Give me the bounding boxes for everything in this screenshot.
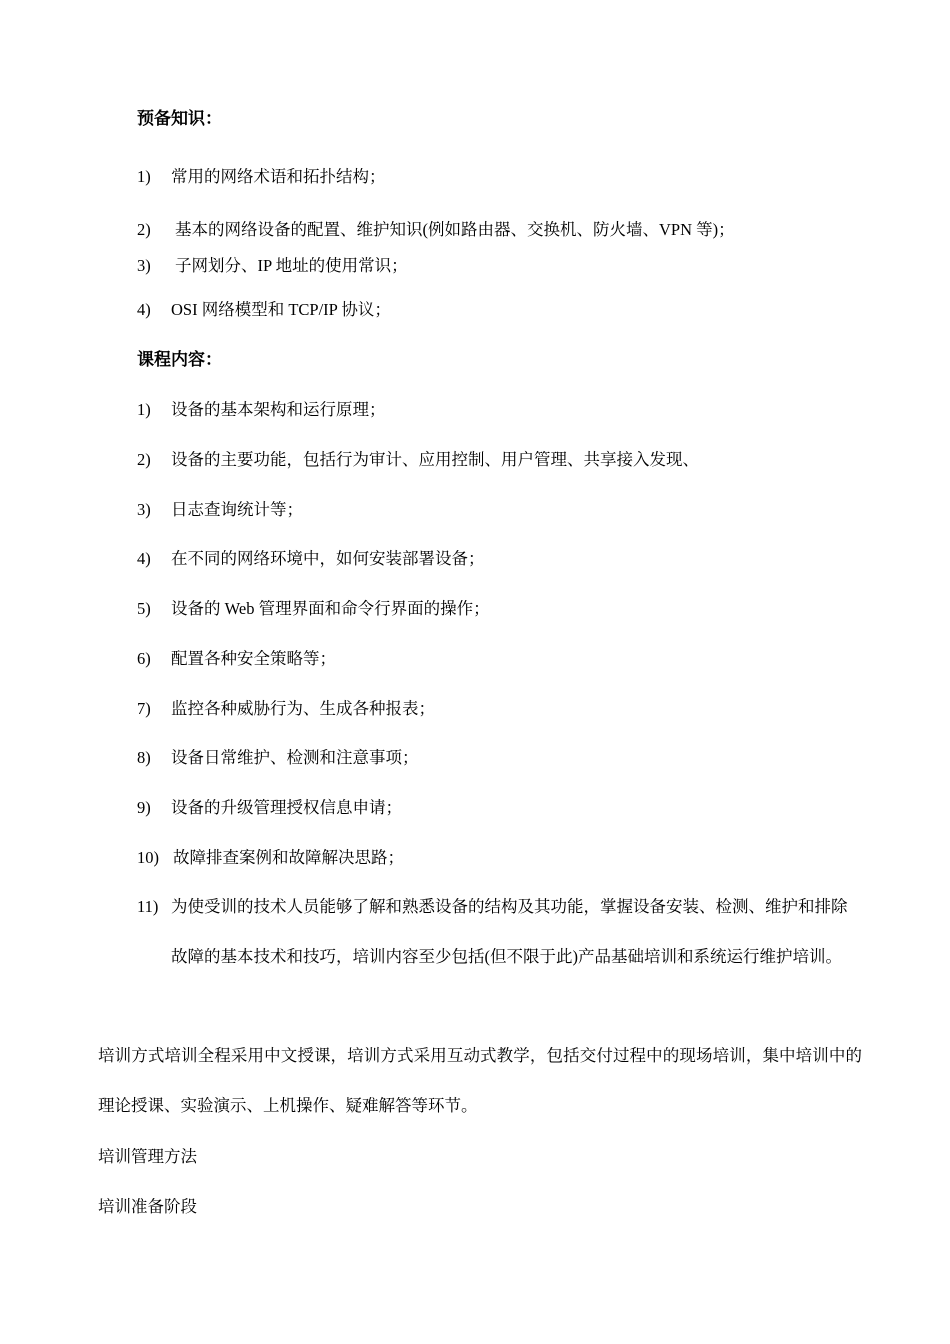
course-item bbox=[137, 747, 419, 769]
course-item bbox=[137, 797, 402, 819]
list-text: 设备的 Web 管理界面和命令行界面的操作； bbox=[171, 599, 490, 618]
list-text: 设备的主要功能，包括行为审计、应用控制、用户管理、共享接入发现、 bbox=[171, 450, 699, 469]
list-text: 设备的升级管理授权信息申请； bbox=[171, 798, 402, 817]
list-number: 3) bbox=[137, 256, 151, 275]
list-number: 4) bbox=[137, 549, 151, 568]
course-item bbox=[137, 499, 303, 521]
course-item bbox=[137, 882, 862, 982]
list-number: 7) bbox=[137, 699, 151, 718]
list-number: 5) bbox=[137, 599, 151, 618]
list-text: 常用的网络术语和拓扑结构； bbox=[171, 167, 386, 186]
list-text: 基本的网络设备的配置、维护知识(例如路由器、交换机、防火墙、VPN 等)； bbox=[175, 220, 735, 239]
course-item bbox=[137, 548, 485, 570]
list-number: 1) bbox=[137, 167, 151, 186]
list-text: 子网划分、IP 地址的使用常识； bbox=[175, 256, 408, 275]
prereq-item bbox=[137, 299, 391, 321]
list-text: 为使受训的技术人员能够了解和熟悉设备的结构及其功能，掌握设备安装、检测、维护和排除故障的基本技术和技巧，培训内容至少包括(但不限于此)产品基础培训和系统运行维护培训。 bbox=[171, 897, 848, 966]
training-method-paragraph: 培训方式培训全程采用中文授课，培训方式采用互动式教学，包括交付过程中的现场培训，集中培训中的理论授课、实验演示、上机操作、疑难解答等环节。 bbox=[98, 1046, 862, 1115]
list-number: 9) bbox=[137, 798, 151, 817]
prereq-item bbox=[137, 166, 386, 188]
course-item bbox=[137, 449, 699, 471]
list-number: 10) bbox=[137, 848, 159, 867]
list-text: OSI 网络模型和 TCP/IP 协议； bbox=[171, 300, 391, 319]
list-text: 日志查询统计等； bbox=[171, 500, 303, 519]
list-text: 监控各种威胁行为、生成各种报表； bbox=[171, 699, 435, 718]
prereq-heading: 预备知识： bbox=[137, 109, 222, 128]
list-number: 2) bbox=[137, 450, 151, 469]
management-title: 培训管理方法 bbox=[98, 1147, 197, 1166]
list-number: 6) bbox=[137, 649, 151, 668]
list-text: 设备的基本架构和运行原理； bbox=[171, 400, 386, 419]
list-text: 配置各种安全策略等； bbox=[171, 649, 336, 668]
course-item bbox=[137, 847, 404, 869]
list-text: 在不同的网络环境中，如何安装部署设备； bbox=[171, 549, 485, 568]
course-item bbox=[137, 698, 435, 720]
list-number: 1) bbox=[137, 400, 151, 419]
list-number: 2) bbox=[137, 220, 151, 239]
prereq-item bbox=[137, 255, 408, 277]
course-item bbox=[137, 598, 490, 620]
course-item bbox=[137, 648, 336, 670]
list-number: 4) bbox=[137, 300, 151, 319]
list-text: 故障排查案例和故障解决思路； bbox=[173, 848, 404, 867]
course-item bbox=[137, 399, 386, 421]
prereq-item bbox=[137, 219, 735, 241]
list-number: 8) bbox=[137, 748, 151, 767]
list-number: 11) bbox=[137, 897, 159, 916]
list-number: 3) bbox=[137, 500, 151, 519]
list-text: 设备日常维护、检测和注意事项； bbox=[171, 748, 419, 767]
prep-stage-title: 培训准备阶段 bbox=[98, 1197, 197, 1216]
course-heading: 课程内容： bbox=[137, 350, 222, 369]
